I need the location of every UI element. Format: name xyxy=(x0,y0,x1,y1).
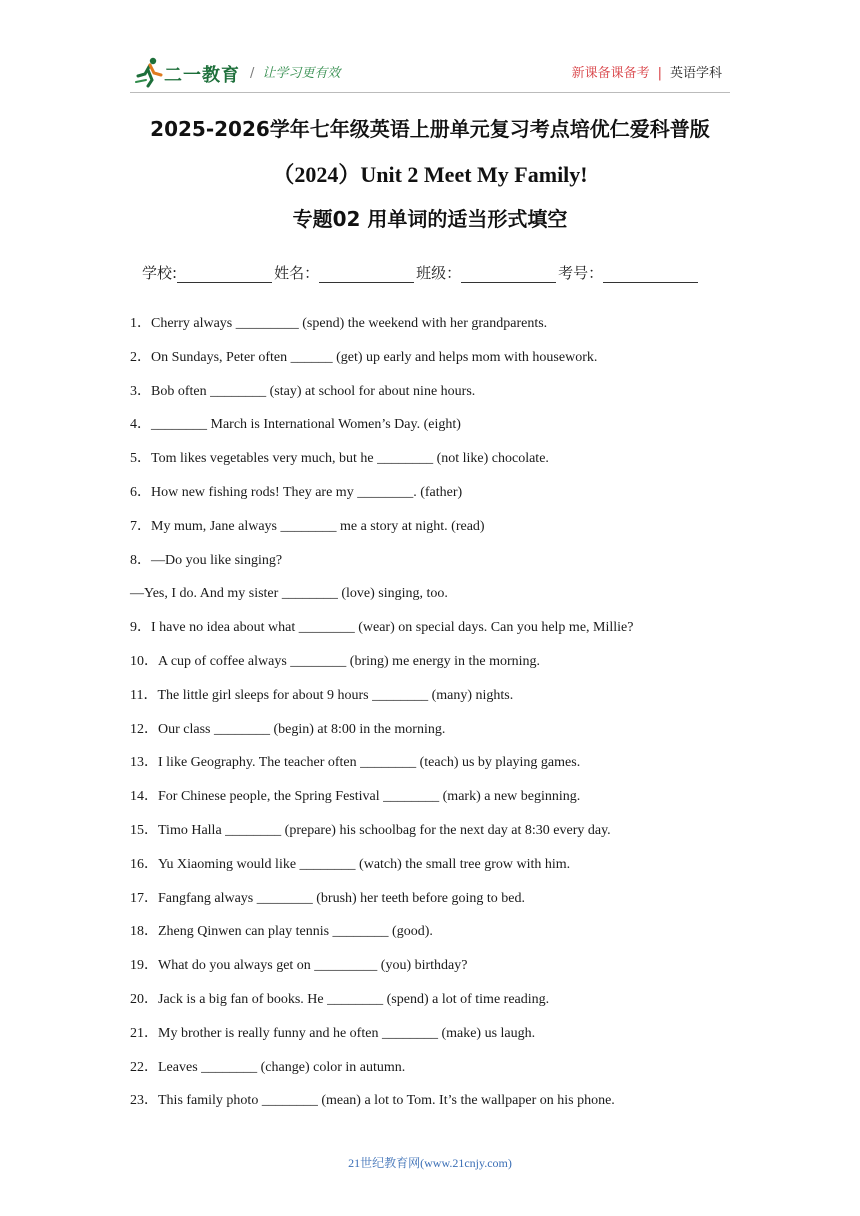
question-15: 15．Timo Halla ________ (prepare) his schoolbag for the next day at 8:30 every day. xyxy=(130,822,611,838)
question-1: 1．Cherry always _________ (spend) the weekend with her grandparents. xyxy=(130,316,548,331)
header-subject xyxy=(572,62,722,81)
question-10: 10．A cup of coffee always ________ (bring) me energy in the morning. xyxy=(130,653,541,669)
class-label: 班级： xyxy=(416,264,462,282)
logo xyxy=(134,56,244,90)
page-title-line3: 专题02 用单词的适当形式填空 xyxy=(292,207,568,231)
header-divider xyxy=(130,92,730,93)
question-8: 8．—Do you like singing? xyxy=(130,552,283,568)
question-16: 16．Yu Xiaoming would like ________ (watch) the small tree grow with him. xyxy=(130,856,571,872)
question-19: 19．What do you always get on _________ (you) birthday? xyxy=(130,958,468,974)
name-label: 姓名： xyxy=(274,264,320,282)
student-info-row xyxy=(142,262,700,283)
class-field[interactable] xyxy=(461,266,556,283)
question-5: 5．Tom likes vegetables very much, but he ________ (not like) chocolate. xyxy=(130,451,549,467)
question-17: 17．Fangfang always ________ (brush) her teeth before going to bed. xyxy=(130,890,526,906)
page-title-line1: 2025-2026学年七年级英语上册单元复习考点培优仁爱科普版 xyxy=(150,117,710,141)
question-21: 21．My brother is really funny and he often ________ (make) us laugh. xyxy=(130,1025,536,1041)
question-8-answer: —Yes, I do. And my sister ________ (love) singing, too. xyxy=(130,586,448,602)
question-14: 14．For Chinese people, the Spring Festival ________ (mark) a new beginning. xyxy=(130,789,581,805)
page-title-line2: （2024）Unit 2 Meet My Family! xyxy=(272,162,588,187)
question-22: 22．Leaves ________ (change) color in autumn. xyxy=(130,1059,406,1075)
number-field[interactable] xyxy=(603,266,698,283)
number-label: 考号： xyxy=(558,264,604,282)
school-field[interactable] xyxy=(177,266,272,283)
page-header xyxy=(0,0,860,100)
question-13: 13．I like Geography. The teacher often ________ (teach) us by playing games. xyxy=(130,755,581,771)
question-9: 9．I have no idea about what ________ (wear) on special days. Can you help me, Millie? xyxy=(130,620,634,636)
question-3: 3．Bob often ________ (stay) at school for about nine hours. xyxy=(130,383,476,399)
question-4: 4．________ March is International Women’s Day. (eight) xyxy=(130,417,461,433)
question-20: 20．Jack is a big fan of books. He ________ (spend) a lot of time reading. xyxy=(130,991,550,1007)
runner-logo-icon xyxy=(134,56,166,88)
logo-text: 二一教育 xyxy=(164,65,240,86)
header-separator: | xyxy=(657,66,662,81)
header-subject-label: 英语学科 xyxy=(669,66,722,81)
school-label: 学校: xyxy=(142,264,178,282)
question-list xyxy=(130,314,750,1125)
question-18: 18．Zheng Qinwen can play tennis ________ (good). xyxy=(130,924,433,940)
slogan-text: 让学习更有效 xyxy=(262,66,341,81)
name-field[interactable] xyxy=(319,266,414,283)
header-course-label: 新课备课备考 xyxy=(571,66,650,81)
question-12: 12．Our class ________ (begin) at 8:00 in the morning. xyxy=(130,721,446,737)
question-2: 2．On Sundays, Peter often ______ (get) up early and helps mom with housework. xyxy=(130,349,598,365)
question-23: 23．This family photo ________ (mean) a lot to Tom. It’s the wallpaper on his phone. xyxy=(130,1093,615,1109)
page-footer[interactable]: 21世纪教育网(www.21cnjy.com) xyxy=(348,1156,512,1170)
question-11: 11．The little girl sleeps for about 9 hours ________ (many) nights. xyxy=(130,687,514,703)
question-7: 7．My mum, Jane always ________ me a story at night. (read) xyxy=(130,518,485,534)
slogan: / 让学习更有效 xyxy=(250,66,341,81)
question-6: 6．How new fishing rods! They are my ________. (father) xyxy=(130,484,463,500)
